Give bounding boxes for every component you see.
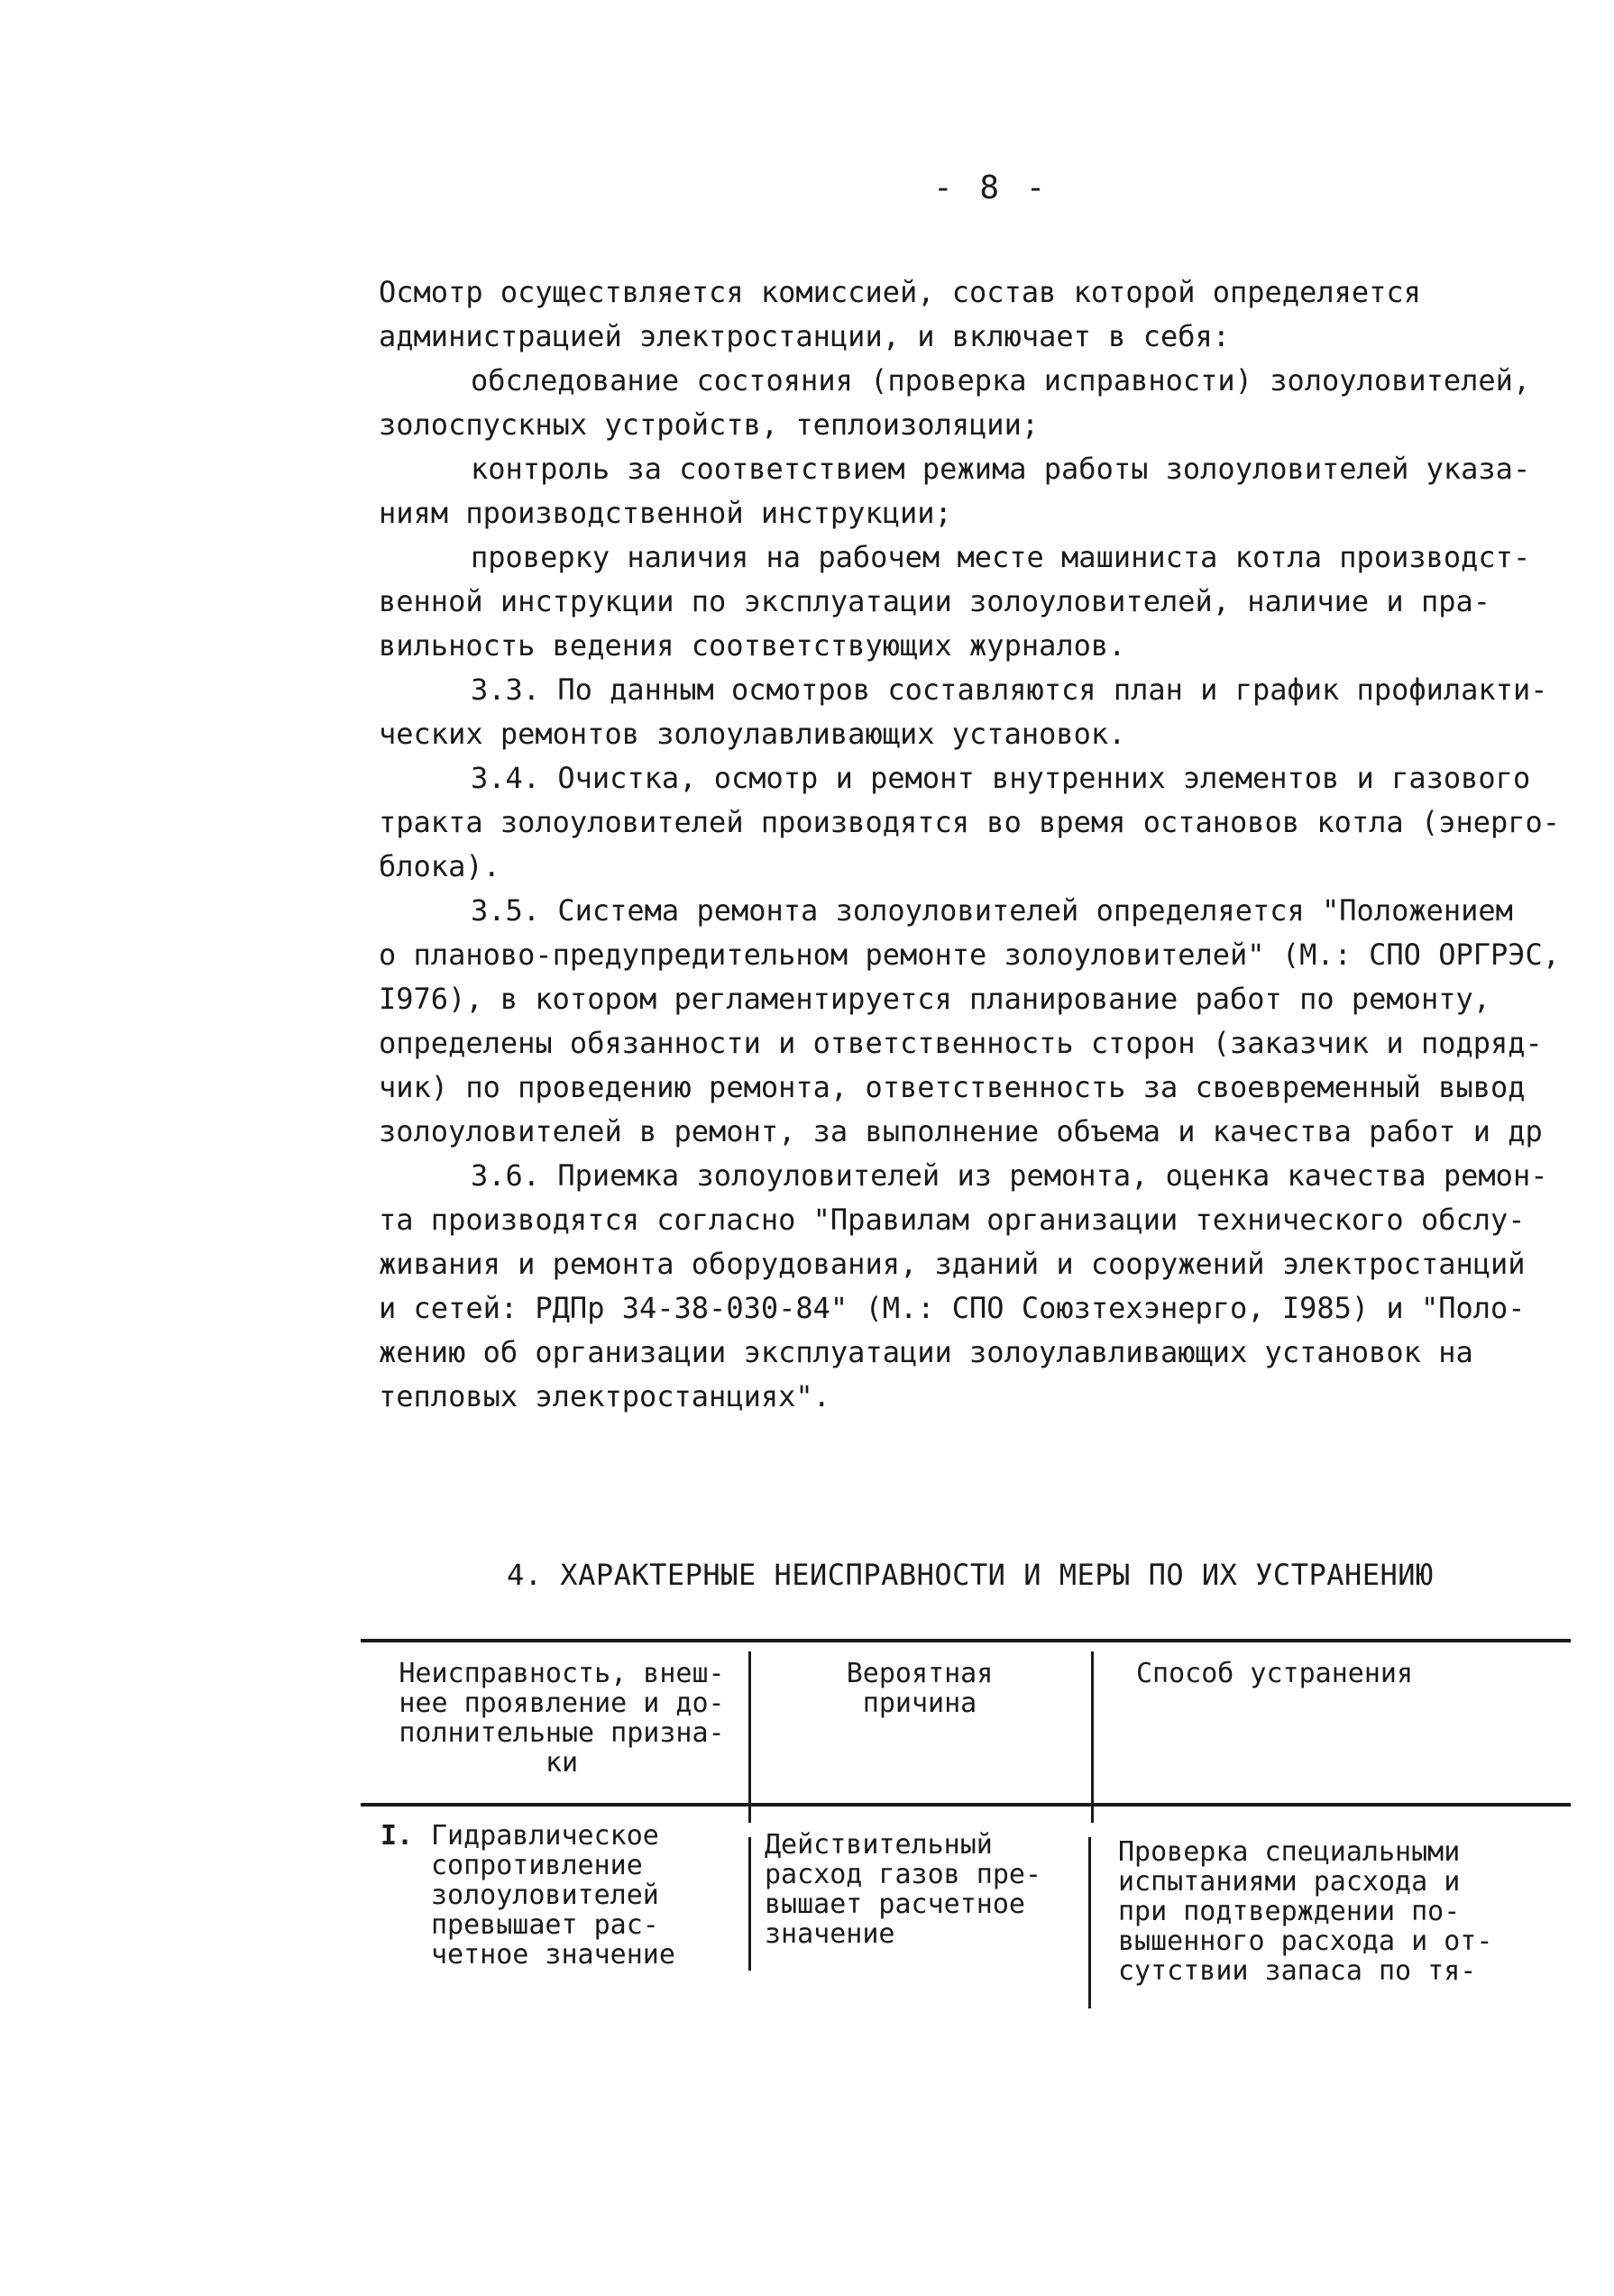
body-text [379,270,1587,1419]
header-cause: Вероятная причина [846,1658,994,1719]
column-divider [748,1651,751,1823]
paragraph: венной инструкции по эксплуатации золоуловителей, наличие и пра- вильность ведения соответствующих журналов. [379,584,1490,663]
paragraph: ческих ремонтов золоулавливающих установок. [379,717,1126,751]
paragraph: проверку наличия на рабочем месте машиниста котла производст- [471,540,1531,574]
header-fault: Неисправность, внеш- нее проявление и до- полнительные призна- ки [399,1658,725,1779]
page-number: - 8 - [933,169,1050,206]
header-remedy: Способ устранения [1136,1658,1414,1689]
column-divider [748,1837,751,1971]
paragraph: 3.6. Приемка золоуловителей из ремонта, оценка качества ремон- [471,1158,1548,1193]
section-title: 4. ХАРАКТЕРНЫЕ НЕИСПРАВНОСТИ И МЕРЫ ПО ИХ УСТРАНЕНИЮ [507,1558,1434,1592]
paragraph: обследование состояния (проверка исправности) золоуловителей, [471,363,1531,398]
table-row-cause: Действительный расход газов пре- вышает расчетное значение [765,1829,1042,1950]
paragraph: золоспускных устройств, теплоизоляции; [379,407,1040,442]
paragraph: ниям производственной инструкции; [379,496,952,530]
paragraph: тракта золоуловителей производятся во время остановов котла (энерго- блока). [379,805,1561,883]
column-divider [1091,1651,1094,1823]
symptom-text: Гидравлическое сопротивление золоуловителей превышает рас- четное значение [431,1820,675,1971]
paragraph: 3.4. Очистка, осмотр и ремонт внутренних элементов и газового [471,761,1531,795]
paragraph: о планово-предупредительном ремонте золоуловителей" (М.: СПО ОРГРЭС, I976), в котором регламентируется планирование работ по ремонту, определены обязанности и ответственность сторон (заказчик и подряд- чик) по проведению ремонта, ответственность за своевременный вывод золоуловителей в ремонт, за выполнение объема и качества работ и др [379,938,1561,1148]
paragraph: контроль за соответствием режима работы золоуловителей указа- [471,452,1531,486]
column-divider [1088,1837,1091,2008]
table-top-rule [361,1639,1571,1642]
table-row-remedy: Проверка специальными испытаниями расхода и при подтверждении по- вышенного расхода и от- сутствии запаса по тя- [1118,1836,1493,1987]
paragraph: 3.5. Система ремонта золоуловителей определяется "Положением [471,893,1513,928]
row-number: I. [381,1820,414,1852]
table-header-rule [361,1803,1571,1807]
table-row-symptom [381,1821,675,1970]
paragraph: та производятся согласно "Правилам организации технического обслу- живания и ремонта оборудования, зданий и сооружений электростанций и сетей: РДПр 34-38-030-84" (М.: СПО Союзтехэнерго, I985) и "Поло- жению об организации эксплуатации золоулавливающих установок на тепловых электростанциях". [379,1203,1526,1413]
paragraph: Осмотр осуществляется комиссией, состав которой определяется администрацией электростанции, и включает в себя: [379,275,1421,353]
paragraph: 3.3. По данным осмотров составляются план и график профилакти- [471,672,1548,707]
